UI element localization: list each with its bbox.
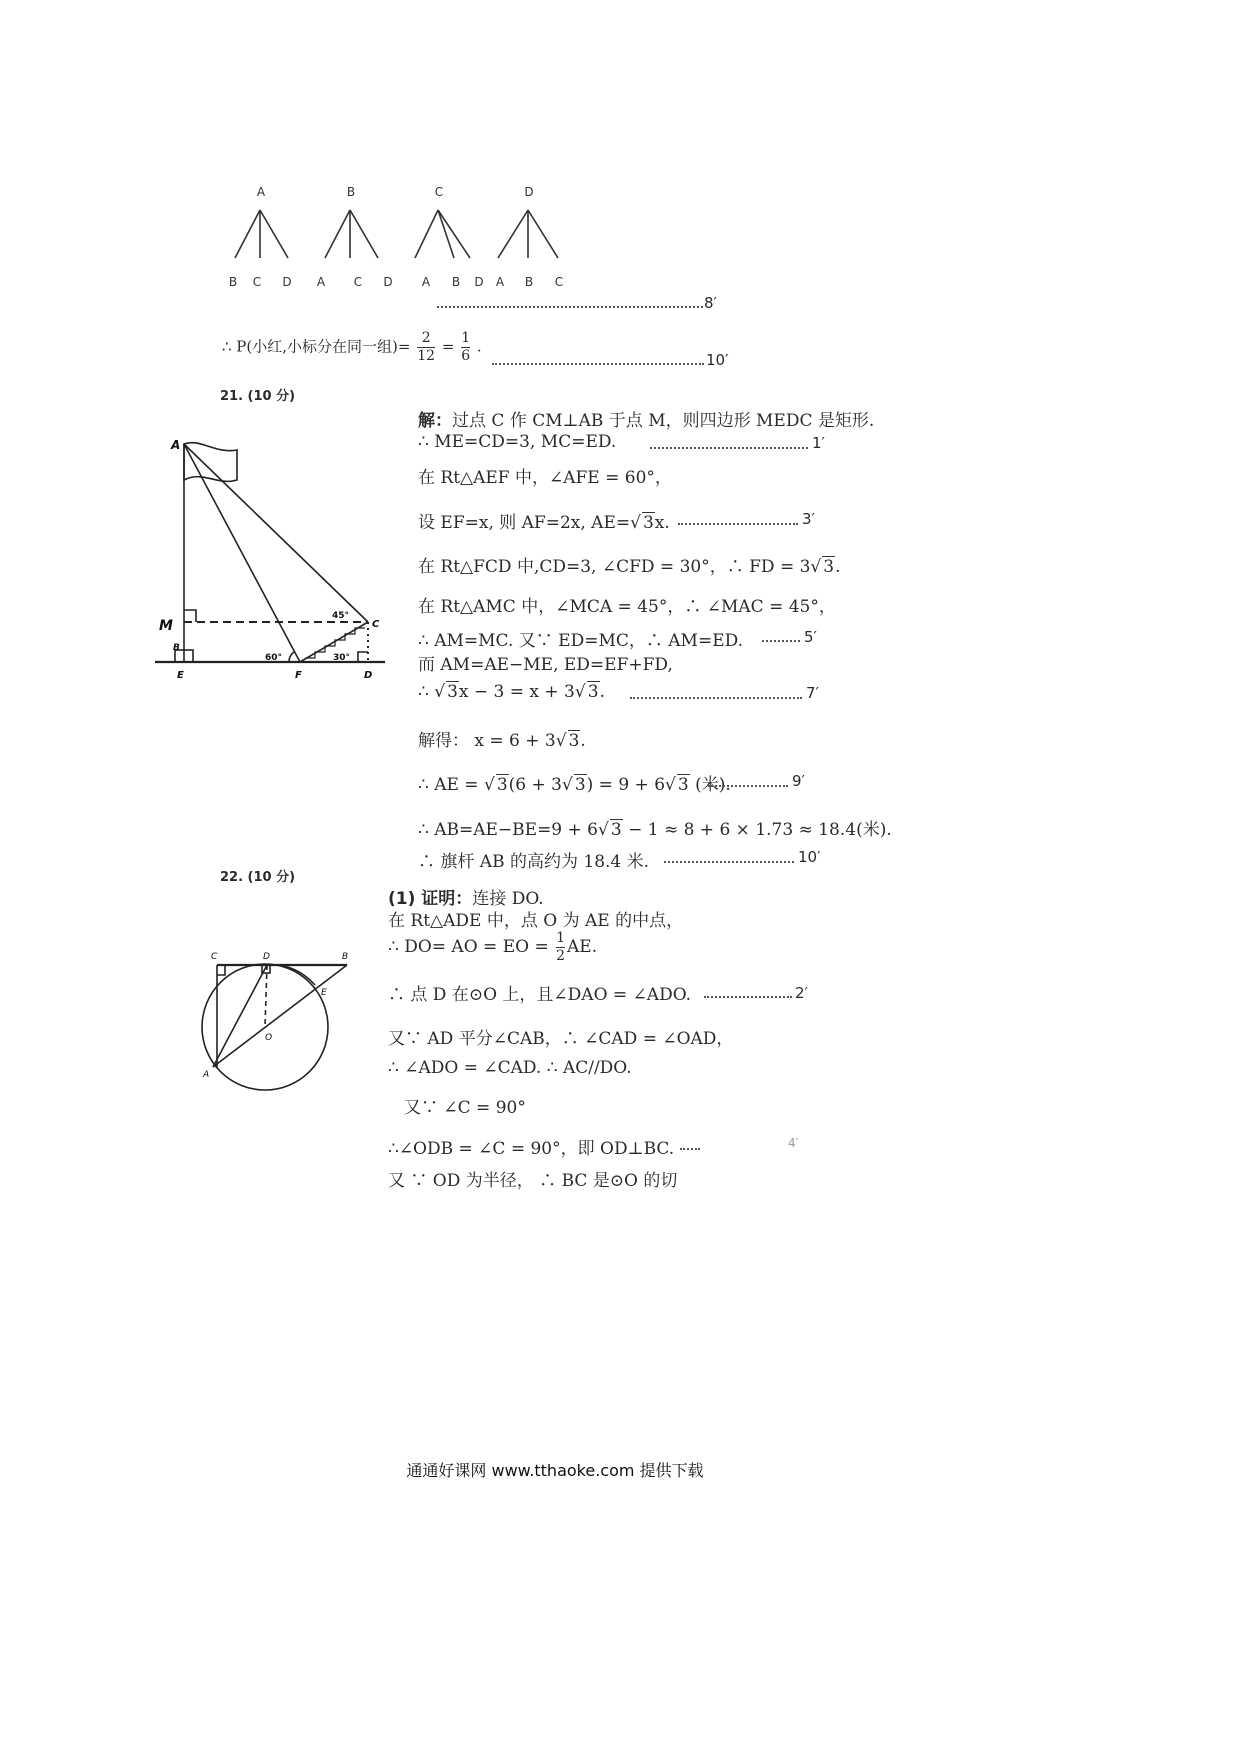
q21-text-11a: ∴ AE =	[418, 775, 484, 795]
q22-header: 22. (10 分)	[220, 870, 296, 885]
sqrt-3: 3	[574, 775, 586, 795]
tree-leaf: D	[474, 275, 484, 289]
q21-text-11c: ) = 9 + 6	[586, 775, 666, 795]
tree-leaf: D	[383, 275, 393, 289]
q21-text-10b: .	[580, 731, 586, 751]
q21-text-9b: x − 3 = x + 3	[458, 682, 575, 702]
q22-text-3b: AE.	[567, 937, 598, 957]
label-e: E	[321, 988, 327, 998]
q21-line-4	[418, 508, 670, 533]
tree-root-c: C	[434, 185, 444, 199]
leader-dots	[630, 697, 802, 699]
label-a: A	[203, 1070, 210, 1080]
fraction-1-2: $\frac{1}{2}$	[556, 930, 566, 964]
therefore: ∴	[418, 682, 435, 702]
q21-line-13: ∴ 旗杆 AB 的高约为 18.4 米.	[418, 852, 650, 872]
label-e: E	[177, 670, 184, 681]
q21-text-4b: x.	[654, 513, 670, 533]
q21-line-6: 在 Rt△AMC 中，∠MCA = 45°，∴ ∠MAC = 45°，	[418, 597, 836, 617]
q22-line-3	[388, 930, 597, 965]
q21-text-4a: 设 EF=x, 则 AF=2x, AE=	[418, 513, 631, 533]
solution-label: 解：	[418, 411, 452, 431]
fraction-2-12: $\frac{2}{12}$	[417, 330, 436, 364]
q22-line-4: ∴ 点 D 在⊙O 上，且∠DAO = ∠ADO.	[388, 985, 692, 1005]
q21-text-5a: 在 Rt△FCD 中,CD=3, ∠CFD = 30°，∴ FD = 3	[418, 557, 811, 577]
q22-line-8: ∴∠ODB = ∠C = 90°，即 OD⊥BC.	[388, 1139, 675, 1159]
tree-leaf: A	[316, 275, 326, 289]
tree-root-d: D	[524, 185, 534, 199]
q21-line-12	[418, 815, 892, 840]
fraction-1-6: $\frac{1}{6}$	[461, 330, 471, 364]
tree-leaf: B	[451, 275, 461, 289]
period: .	[476, 337, 482, 356]
q22-circle-figure	[195, 945, 365, 1095]
q22-text-3a: ∴ DO= AO = EO =	[388, 937, 549, 957]
score-8: 8′	[704, 294, 717, 312]
q21-line-7: ∴ AM=MC. 又∵ ED=MC，∴ AM=ED.	[418, 631, 744, 651]
angle-60: 60°	[265, 653, 283, 663]
score-9: 9′	[792, 772, 805, 790]
sqrt-3: 3	[642, 513, 654, 533]
q22-line-7: 又∵ ∠C = 90°	[404, 1098, 526, 1118]
score-10: 10′	[706, 351, 729, 369]
q22-line-5: 又∵ AD 平分∠CAB，∴ ∠CAD = ∠OAD，	[388, 1029, 734, 1049]
score-5: 5′	[804, 628, 817, 646]
leader-dots	[437, 306, 703, 308]
tree-root-b: B	[346, 185, 356, 199]
q21-line-2: ∴ ME=CD=3, MC=ED.	[418, 432, 617, 452]
q22-line-9: 又 ∵ OD 为半径， ∴ BC 是⊙O 的切	[388, 1171, 678, 1191]
leader-dots	[664, 861, 794, 863]
equals-sign: =	[441, 337, 455, 356]
angle-45: 45°	[332, 611, 350, 621]
tree-leaf: B	[228, 275, 238, 289]
score-4: 4′	[788, 1136, 799, 1150]
score-2: 2′	[795, 984, 808, 1002]
leader-dots	[708, 785, 788, 787]
sqrt-3: 3	[823, 557, 835, 577]
q22-text-1: 连接 DO.	[472, 889, 544, 909]
sqrt-3: 3	[496, 775, 508, 795]
footer-credit: 通通好课网 www.tthaoke.com 提供下载	[406, 1461, 704, 1480]
q21-line-3: 在 Rt△AEF 中，∠AFE = 60°，	[418, 468, 672, 488]
q21-text-5b: .	[835, 557, 841, 577]
tree-leaf: C	[353, 275, 363, 289]
label-o: O	[265, 1033, 273, 1043]
leader-dots	[678, 523, 798, 525]
label-b: B	[173, 643, 180, 653]
q21-text-11b: (6 + 3	[508, 775, 562, 795]
sqrt-3: 3	[568, 731, 580, 751]
leader-dots	[650, 447, 808, 449]
q21-line-8: 而 AM=AE−ME, ED=EF+FD,	[418, 655, 673, 675]
sqrt-3: 3	[610, 820, 622, 840]
tree-leaf: A	[495, 275, 505, 289]
q22-line-2: 在 Rt△ADE 中，点 O 为 AE 的中点，	[388, 911, 684, 931]
q21-line-11	[418, 770, 731, 795]
tree-leaf: A	[421, 275, 431, 289]
q21-text-12b: − 1 ≈ 8 + 6 × 1.73 ≈ 18.4(米).	[622, 820, 892, 840]
label-f: F	[295, 670, 302, 681]
proof-label: (1) 证明：	[388, 889, 473, 909]
tree-root-a: A	[256, 185, 266, 199]
angle-30: 30°	[333, 653, 351, 663]
label-m: M	[159, 618, 173, 634]
tree-leaf: C	[554, 275, 564, 289]
sqrt-3: 3	[677, 775, 689, 795]
tree-diagram	[230, 180, 590, 300]
tree-leaf: D	[282, 275, 292, 289]
q21-line-9	[418, 682, 605, 702]
probability-prefix: ∴ P(小红,小标分在同一组)=	[222, 337, 411, 356]
q21-text-1: 过点 C 作 CM⊥AB 于点 M，则四边形 MEDC 是矩形.	[452, 411, 875, 431]
leader-dots	[680, 1148, 700, 1150]
label-b: B	[342, 952, 349, 962]
probability-line	[222, 330, 482, 365]
label-c: C	[372, 619, 380, 630]
sqrt-3: 3	[587, 682, 599, 702]
q21-header: 21. (10 分)	[220, 389, 296, 404]
q21-flagpole-figure	[155, 430, 395, 690]
q21-text-9c: .	[599, 682, 605, 702]
q21-text-12a: ∴ AB=AE−BE=9 + 6	[418, 820, 598, 840]
score-10: 10′	[798, 848, 821, 866]
q21-line-10	[418, 726, 586, 751]
leader-dots	[704, 996, 792, 998]
q22-line-6: ∴ ∠ADO = ∠CAD. ∴ AC//DO.	[388, 1058, 632, 1078]
tree-leaf: B	[524, 275, 534, 289]
score-3: 3′	[802, 510, 815, 528]
q21-text-11d: (米).	[689, 775, 731, 795]
leader-dots	[762, 640, 800, 642]
label-c: C	[211, 952, 218, 962]
tree-leaf: C	[252, 275, 262, 289]
label-a: A	[171, 438, 181, 452]
score-1: 1′	[812, 434, 825, 452]
leader-dots	[492, 363, 704, 365]
score-7: 7′	[806, 684, 819, 702]
label-d: D	[364, 670, 373, 681]
q21-line-1	[418, 406, 874, 431]
q21-text-10a: 解得： x = 6 + 3	[418, 731, 556, 751]
sqrt-3: 3	[447, 682, 458, 702]
label-d: D	[263, 952, 270, 962]
q21-line-5	[418, 552, 841, 577]
